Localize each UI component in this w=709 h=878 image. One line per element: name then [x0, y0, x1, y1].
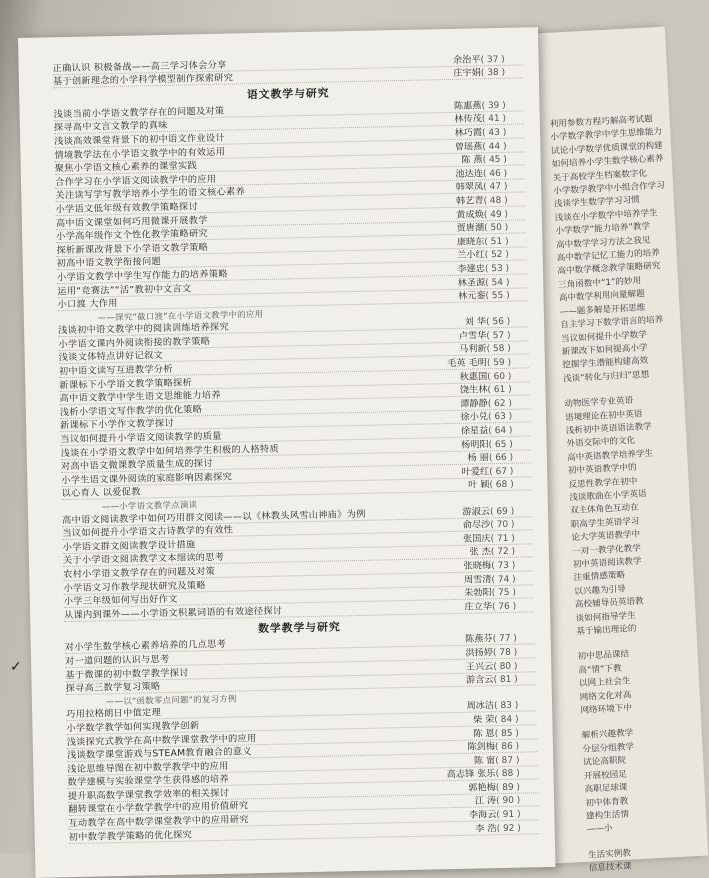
entry-page-number: ( 48 )	[483, 195, 508, 207]
facing-page-entry: 开展校园足	[583, 769, 628, 782]
entry-title: 基于创新理念的小学科学模型制作探索研究	[52, 72, 234, 88]
entry-page-number: ( 37 )	[480, 54, 505, 65]
entry-page-number: ( 38 )	[480, 67, 506, 79]
entry-title: 正确认识 积极备战——高三学习体会分享	[52, 59, 227, 74]
entry-author: 贾唐潮	[456, 222, 485, 234]
facing-page-entry: 高中数学概念教学策略研究	[557, 261, 661, 278]
entry-author: 俞尽沙	[462, 519, 491, 531]
entry-title: 高中语文阅读教学中如何巧用群文阅读——以《林教头风雪山神庙》为例	[61, 508, 366, 526]
entry-title: 高中语文课堂如何巧用微课开展教学	[55, 214, 208, 229]
entry-page-number: ( 84 )	[494, 714, 519, 726]
facing-page-entry: 高职足球课	[584, 782, 628, 795]
facing-page-entry: 网络环境下中	[580, 703, 633, 717]
entry-title: 聚焦小学语文核心素养的课堂实践	[54, 160, 198, 175]
entry-page-number: ( 51 )	[484, 236, 509, 247]
entry-page-number: ( 60 )	[487, 371, 512, 382]
entry-page-number: ( 68 )	[489, 480, 514, 491]
entry-author: 陈 燕	[461, 154, 483, 166]
facing-page-entry: 注重情感策略	[573, 570, 626, 584]
entry-page-number: ( 39 )	[481, 100, 506, 112]
entry-author: 杨 丽	[467, 452, 490, 464]
entry-author: 秋惠国	[459, 370, 488, 383]
entry-author: 康晓东	[456, 235, 485, 248]
facing-page-entry: 高中英语教学培养学生	[566, 448, 654, 464]
entry-page-number: ( 43 )	[481, 127, 507, 139]
entry-title: 从课内到课外——小学语文积累词语的有效途径探讨	[63, 605, 283, 621]
entry-author: 庄立华	[464, 600, 493, 613]
facing-page-entry: 浅析初中英语语法教学	[565, 421, 652, 437]
entry-title: 小学三年级如何写出好作文	[63, 593, 178, 608]
facing-page-entry: 反思性教学在初中	[568, 476, 638, 490]
entry-title: 对高中语文微课教学质量生成的探讨	[60, 458, 213, 473]
entry-author: 江 涛	[474, 795, 497, 808]
table-of-contents	[52, 51, 538, 843]
entry-page-number: ( 67 )	[489, 466, 514, 478]
entry-page-number: ( 69 )	[489, 506, 515, 517]
entry-title: 浅谈数学课堂游戏与STEAM教育融合的意义	[66, 746, 252, 762]
entry-title: 数学建模与实验课堂学生获得感的培养	[67, 774, 229, 789]
entry-title: ——探究“截口渡”在小学语文教学中的应用	[97, 308, 264, 323]
entry-author: 林巧霞	[454, 127, 483, 139]
entry-author: 韩翠凤	[455, 181, 484, 194]
entry-page-number: ( 52 )	[484, 250, 509, 261]
entry-author: 周冰洁	[466, 700, 495, 713]
entry-page-number: ( 54 )	[485, 277, 510, 288]
entry-title: 巧用拉格朗日中值定理	[66, 707, 162, 721]
entry-title: 浅谈在小学语文教学中如何培养学生积极的人格特质	[60, 443, 279, 459]
entry-page-number: ( 56 )	[485, 317, 511, 328]
entry-title: 探寻高中文言文教学的真味	[53, 120, 168, 134]
entry-page-number: ( 55 )	[485, 290, 510, 302]
facing-page-entry: 信息技术课	[588, 861, 632, 874]
entry-page-number: ( 88 )	[495, 768, 520, 780]
entry-title: 小学语文群文阅读教学设计措施	[62, 539, 196, 553]
entry-page-number: ( 76 )	[491, 601, 517, 612]
entry-author: 陈惠燕	[453, 100, 482, 112]
entry-page-number: ( 63 )	[487, 412, 513, 423]
entry-author: 徐星益	[460, 425, 489, 437]
facing-page-entry: 高中数学记忆工能力的培养	[556, 248, 661, 264]
facing-page-entry: 小学数学“能力培养”教学	[555, 221, 651, 237]
entry-title: ——以“函数零点问题”的复习方例	[105, 693, 237, 707]
entry-author: 游淑云	[462, 505, 491, 518]
entry-page-number: ( 57 )	[486, 330, 511, 342]
facing-page-entry: 如何培养小学生数学核心素养	[551, 154, 664, 170]
entry-page-number: ( 44 )	[482, 141, 507, 152]
entry-page-number: ( 50 )	[483, 222, 509, 234]
facing-page-entry: 浅谈歌曲在小学英语	[569, 489, 647, 504]
entry-title: 农村小学语文教学存在的问题及对策	[63, 565, 216, 581]
entry-author: 卢雪华	[458, 330, 487, 342]
entry-author: 余治平	[452, 53, 481, 66]
facing-page-entry: 以兴趣为引导	[573, 584, 627, 597]
entry-page-number: ( 65 )	[488, 439, 513, 450]
entry-title: 当议如何提升小学语文阅读教学的质量	[60, 430, 222, 446]
entry-page-number: ( 62 )	[487, 398, 513, 410]
entry-title: 关于小学语文阅读教学文本细读的思考	[62, 552, 225, 567]
entry-page-number: ( 64 )	[488, 425, 513, 437]
entry-page-number: ( 89 )	[495, 782, 521, 794]
section-heading: 数学教学与研究	[257, 620, 341, 635]
entry-title: 小学数学教学如何实现教学创新	[66, 720, 200, 735]
entry-author: 张晓梅	[463, 560, 492, 572]
entry-page-number: ( 72 )	[490, 547, 516, 558]
entry-page-number: ( 71 )	[490, 533, 515, 544]
facing-page-entry: 网络文化对高	[579, 689, 632, 703]
entry-page-number: ( 81 )	[493, 674, 518, 686]
facing-page-entry: 初中英语阅读教学	[572, 556, 642, 571]
entry-author: 饶生林	[459, 384, 488, 397]
entry-author: 张国庆	[462, 532, 491, 545]
entry-title: 高中语文教学中学生语文思维能力培养	[59, 390, 221, 405]
entry-author: 池达连	[455, 168, 484, 180]
entry-page-number: ( 49 )	[483, 209, 509, 220]
entry-title: 提升职高数学课堂教学效率的相关探讨	[67, 787, 230, 802]
entry-title: 基于微课的初中数学教学探讨	[65, 667, 189, 681]
entry-page-number: ( 90 )	[495, 796, 521, 807]
facing-page-entry: 双主体角色互动在	[569, 503, 639, 517]
entry-title: 新课标下小学作文教学探讨	[60, 418, 175, 432]
entry-title: ——小学语文教学点滴谈	[101, 499, 198, 512]
entry-page-number: ( 66 )	[488, 452, 514, 464]
entry-author: 李海云	[468, 809, 497, 821]
entry-title: 浅论思维导图在初中数学教学中的应用	[67, 760, 229, 775]
entry-page-number: ( 61 )	[487, 384, 512, 396]
facing-page-entry: 关于高校学生档案数字化	[552, 168, 648, 184]
entry-title: 探寻高三数学复习策略	[65, 681, 161, 695]
entry-page-number: ( 45 )	[482, 154, 507, 166]
entry-page-number: ( 58 )	[486, 344, 511, 355]
handwritten-checkmark: ✓	[10, 659, 22, 675]
entry-author: 林传茂	[454, 113, 482, 126]
entry-author: 游含云	[465, 674, 494, 686]
entry-author: 林元銮	[457, 290, 486, 302]
entry-author: 黄成焕	[456, 208, 484, 221]
facing-page-entry: 解析兴趣教学	[581, 728, 634, 742]
facing-page-entry: 高“情”下教	[578, 663, 622, 676]
entry-title: 浅谈高效课堂背景下的初中语文作业设计	[54, 132, 226, 148]
entry-title: 以心育人 以爱促教	[61, 486, 141, 500]
facing-page-entry: 一对一教学化教学	[571, 543, 642, 557]
facing-page-entry: 三角函数中“1”的妙用	[557, 276, 642, 291]
facing-page-entry: 论大学英语教学中	[571, 529, 641, 544]
facing-page-entry: 高中数学利用向量解题	[558, 289, 645, 304]
facing-page-entry: 谈如何指导学生	[575, 610, 636, 624]
facing-page-entry: 以网上社会生	[578, 676, 631, 690]
entry-title: 新课标下小学语文教学策略探析	[59, 377, 193, 391]
facing-page-entry: 试论高职院	[582, 755, 627, 769]
entry-author: 毛英 毛明	[447, 357, 488, 370]
facing-page-entry: 语境理论在初中英语	[564, 408, 643, 423]
facing-page-entry: 小学数学教学中小组合作学习	[553, 180, 666, 197]
entry-page-number: ( 87 )	[495, 755, 520, 766]
entry-author: 洪扬婷	[465, 647, 494, 659]
facing-page-entry: 高中数学学习方法之我见	[555, 235, 651, 251]
entry-title: 初中数学教学策略的优化探究	[68, 829, 193, 843]
facing-page-entry: 外语交际中的文化	[566, 436, 636, 450]
entry-author: 高志锋 张乐	[446, 768, 496, 781]
facing-page-entry: 初中思品课结	[577, 649, 630, 663]
entry-page-number: ( 86 )	[494, 741, 520, 753]
facing-page-entry: 当议如何提升小学数学	[560, 329, 648, 344]
facing-page-entry: 利用参数方程巧解高考试题	[549, 114, 654, 130]
entry-author: 叶 颖	[468, 479, 490, 492]
facing-page-entry: 新课改下如何提高小学	[561, 342, 648, 358]
entry-author: 陈 甯	[473, 754, 496, 767]
entry-title: 小口渡 大作用	[57, 298, 118, 311]
facing-page-entry: 基于输出理论的	[576, 623, 637, 638]
entry-title: 互动教学在高中数学课堂教学中的应用研究	[68, 814, 249, 830]
entry-author: 周雪清	[463, 573, 492, 586]
entry-author: 陈剑梅	[467, 741, 496, 753]
entry-page-number: ( 78 )	[492, 647, 518, 659]
facing-page-entry: 高校辅导员英语教	[574, 596, 644, 611]
entry-author: 谭静静	[460, 398, 488, 410]
entry-title: 当议如何提升小学语文古诗教学的有效性	[62, 524, 234, 540]
entry-title: 翻转课堂在小学数学教学中的应用价值研究	[68, 800, 249, 816]
facing-page-entry: 浅谈“转化与归归”思想	[562, 369, 650, 385]
entry-title: 小学语文习作教学现状研究及策略	[63, 579, 206, 594]
entry-page-number: ( 59 )	[486, 357, 512, 369]
entry-author: 徐小兑	[460, 411, 489, 424]
facing-page-entry: 挖掘学生潜能构建高效	[562, 356, 649, 371]
entry-title: 对一道问题的认识与思考	[64, 653, 170, 668]
entry-title: 小学语文教学中学生写作能力的培养策略	[56, 268, 228, 284]
entry-page-number: ( 92 )	[496, 823, 521, 834]
entry-title: 情境教学法在小学语文教学中的有效运用	[54, 146, 226, 161]
entry-author: 兰小红	[456, 249, 485, 262]
entry-title: 对小学生数学核心素养培养的几点思考	[64, 639, 227, 654]
facing-page-entry: 建构生活情	[585, 809, 630, 822]
entry-page-number: ( 53 )	[484, 263, 510, 275]
entry-page-number: ( 83 )	[493, 700, 519, 712]
facing-page-entry: 动物医学专业英语	[564, 395, 634, 410]
entry-author: 柴 荣	[472, 714, 495, 726]
entry-author: 朱勃阳	[464, 587, 492, 599]
facing-page-entry: 自主学习下数学语言的培养	[560, 315, 664, 331]
entry-page-number: ( 85 )	[494, 728, 519, 739]
entry-page-number: ( 91 )	[496, 809, 521, 821]
entry-author: 李建忠	[457, 263, 486, 275]
entry-author: 叶爱红	[461, 466, 490, 478]
entry-title: 浅谈探究式教学在高中数学课堂教学中的应用	[66, 732, 257, 748]
entry-title: 初高中语文教学衔接问题	[56, 256, 162, 270]
entry-title: 探析新课改背景下小学语文教学策略	[56, 241, 209, 256]
entry-title: 合作学习在小学语文阅读教学中的应用	[54, 173, 217, 189]
entry-title: 小学语文课内外阅读衔接的教学策略	[58, 335, 211, 351]
entry-author: 陈 恩	[473, 727, 495, 740]
entry-title: 初中语文读写互进教学分析	[58, 363, 173, 378]
entry-author: 郭艳梅	[468, 782, 496, 794]
entry-author: 庄宇娟	[453, 67, 481, 80]
entry-page-number: ( 75 )	[491, 587, 517, 599]
facing-page-entry: 试论小学数学优质课堂的构建	[550, 140, 664, 157]
entry-author: 陈燕芬	[465, 633, 493, 646]
entry-page-number: ( 80 )	[493, 661, 518, 672]
facing-page-entry: 职高学生英语学习	[570, 516, 640, 531]
entry-author: 刘 华	[464, 316, 487, 328]
section-heading: 语文教学与研究	[246, 86, 330, 102]
entry-title: 小学语文低年级有效教学策略探讨	[55, 201, 199, 216]
entry-title: 浅析小学语文写作教学的优化策略	[59, 404, 203, 419]
entry-page-number: ( 74 )	[491, 574, 516, 585]
entry-author: 杨明阳	[460, 438, 489, 451]
facing-page-entry: 初中英语教学中的	[567, 462, 637, 477]
facing-page-entry: ——题多解是开拓思维	[559, 302, 646, 318]
entry-author: 韩艺青	[455, 195, 484, 207]
entry-page-number: ( 46 )	[482, 168, 508, 180]
toc-page	[18, 27, 555, 878]
entry-title: 浅谈文体特点讲好记叙文	[58, 350, 164, 364]
entry-author: 曾瑶燕	[454, 140, 483, 153]
entry-page-number: ( 77 )	[492, 634, 518, 645]
entry-author: 马利新	[458, 343, 487, 356]
entry-title: 小学生语文课外阅读的家庭影响因素探究	[61, 471, 233, 487]
entry-page-number: ( 47 )	[483, 182, 508, 193]
entry-author: 林圣源	[457, 276, 486, 289]
entry-page-number: ( 41 )	[481, 114, 507, 125]
facing-page-entry: ——小	[586, 823, 613, 836]
facing-page-entry: 小学数学教学中学生思维能力	[550, 127, 663, 144]
facing-page-entry: 浅谈学生数学学习习惯	[553, 195, 641, 211]
facing-page-entry: 生活实例教	[587, 848, 632, 861]
facing-page-entry: 初中体育教	[585, 796, 629, 809]
entry-title: 小学高年级作文个性化教学策略研究	[56, 228, 209, 243]
entry-author: 王兴云	[465, 660, 494, 673]
entry-title: 关注读写学写教学培养小学生的语文核心素养	[55, 186, 246, 202]
entry-author: 张 杰	[469, 546, 491, 559]
facing-page-entry: 浅谈在小学数学中培养学生	[554, 208, 658, 224]
entry-author: 李 浩	[475, 822, 497, 835]
entry-title: 浅谈当前小学语文教学存在的问题及对策	[53, 105, 225, 121]
entry-page-number: ( 73 )	[491, 560, 516, 572]
facing-page-entry: 分层分组教学	[582, 742, 635, 755]
entry-title: 浅谈初中语文教学中的阅读训练培养探究	[58, 321, 230, 337]
entry-page-number: ( 70 )	[490, 519, 515, 531]
entry-title: 运用“竞赛法”“活”教初中文言文	[57, 282, 192, 297]
